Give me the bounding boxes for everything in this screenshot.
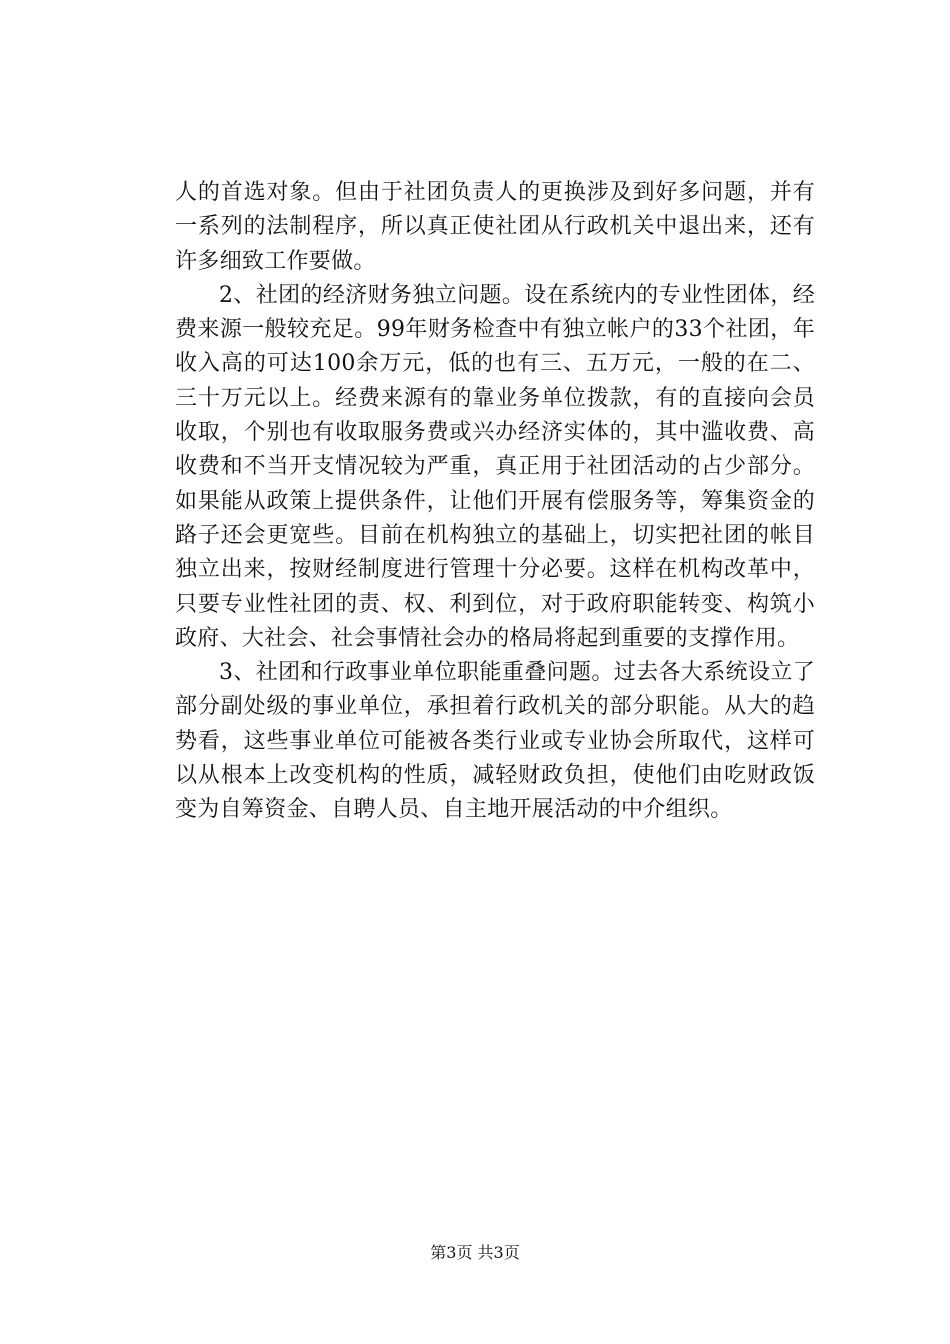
paragraph-function-overlap: 3、社团和行政事业单位职能重叠问题。过去各大系统设立了部分副处级的事业单位，承担着行政机关的部分职能。从大的趋势看，这些事业单位可能被各类行业或专业协会所取代，这样可以从根本上改变机构的性质，减轻财政负担，使他们由吃财政饭变为自筹资金、自聘人员、自主地开展活动的中介组织。 <box>175 660 815 823</box>
document-body <box>175 176 815 828</box>
paragraph-financial-independence: 2、社团的经济财务独立问题。设在系统内的专业性团体，经费来源一般较充足。99年财务检查中有独立帐户的33个社团，年收入高的可达100余万元，低的也有三、五万元，一般的在二、三十万元以上。经费来源有的靠业务单位拨款，有的直接向会员收取，个别也有收取服务费或兴办经济实体的，其中滥收费、高收费和不当开支情况较为严重，真正用于社团活动的占少部分。如果能从政策上提供条件，让他们开展有偿服务等，筹集资金的路子还会更宽些。目前在机构独立的基础上，切实把社团的帐目独立出来，按财经制度进行管理十分必要。这样在机构改革中，只要专业性社团的责、权、利到位，对于政府职能转变、构筑小政府、大社会、社会事情社会办的格局将起到重要的支撑作用。 <box>175 282 815 651</box>
paragraph-continuation: 人的首选对象。但由于社团负责人的更换涉及到好多问题，并有一系列的法制程序，所以真正使社团从行政机关中退出来，还有许多细致工作要做。 <box>175 180 815 274</box>
page-number-footer: 第3页 共3页 <box>430 1243 520 1262</box>
